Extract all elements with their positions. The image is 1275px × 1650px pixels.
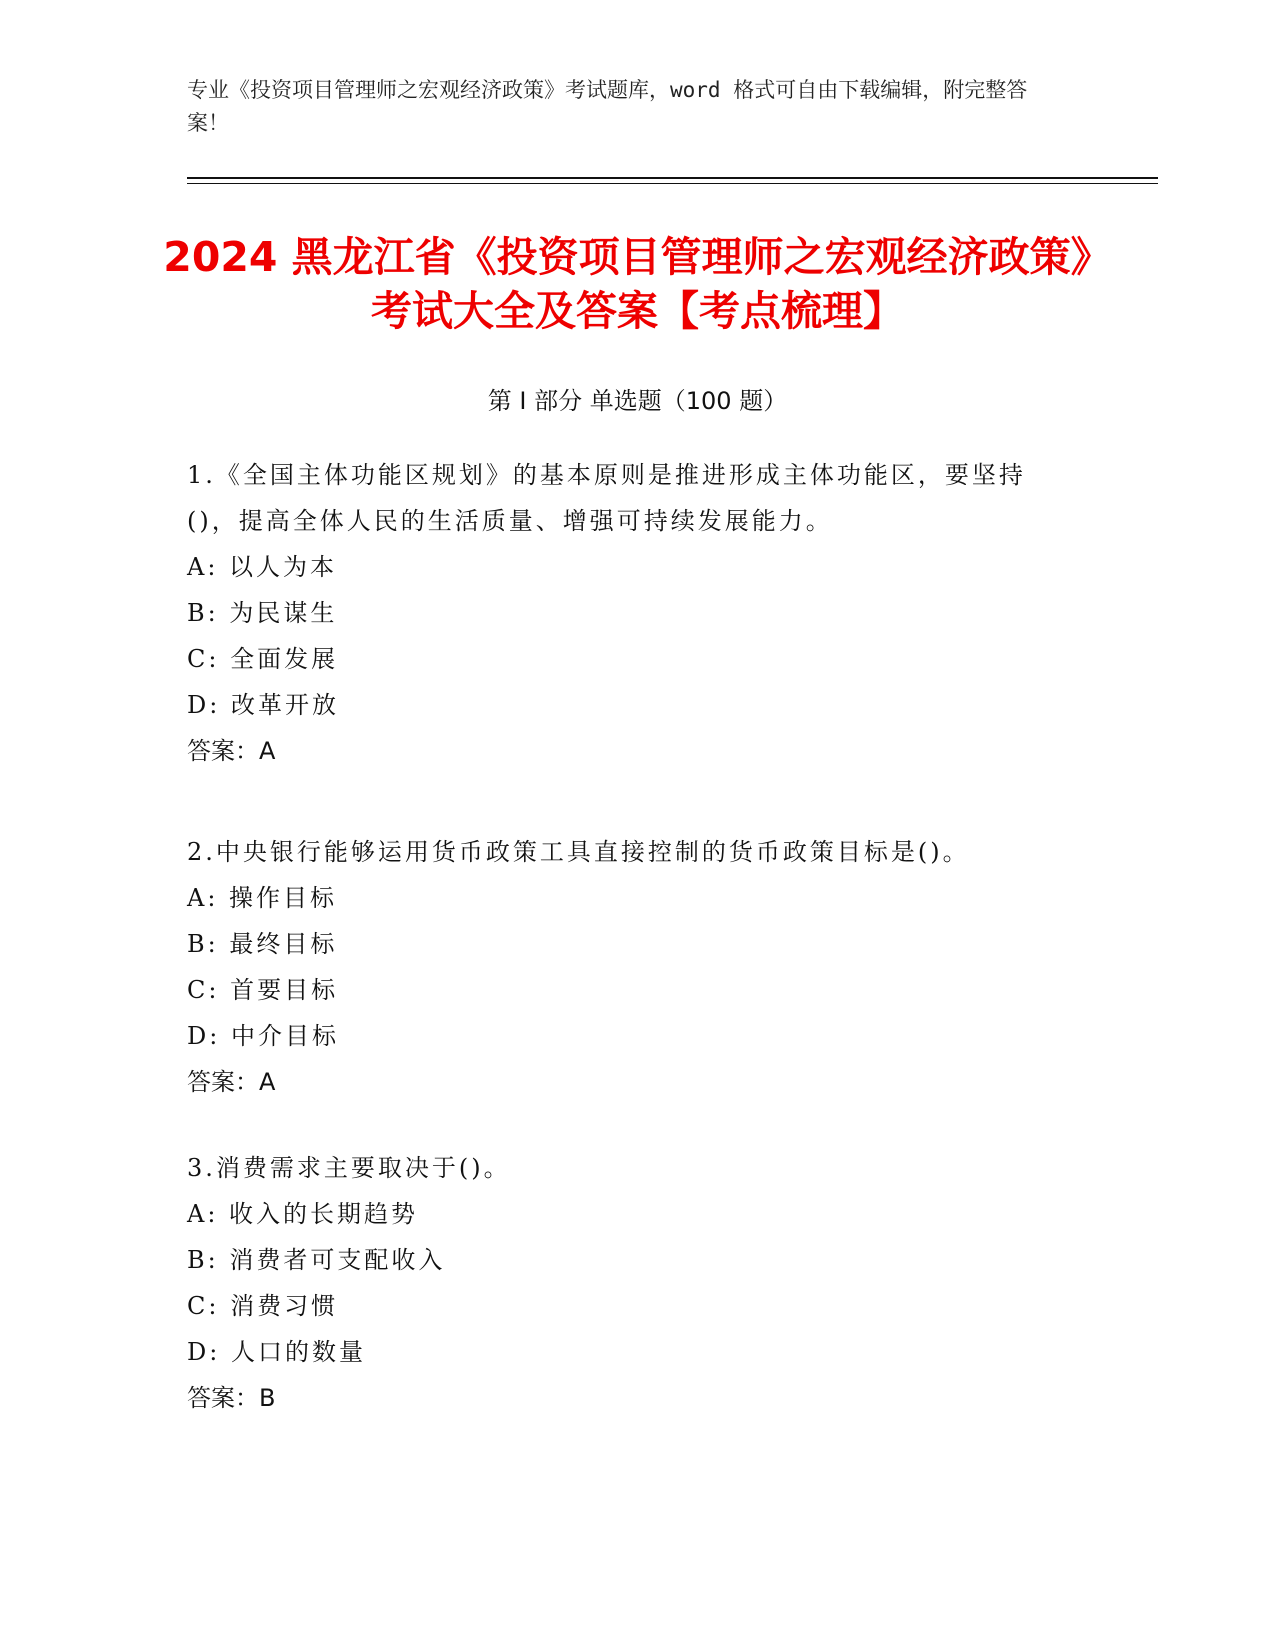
option-a: A: 收入的长期趋势: [187, 1200, 419, 1228]
option-d: D: 改革开放: [187, 691, 339, 719]
answer: 答案：A: [187, 737, 276, 765]
section-heading: 第 I 部分 单选题（100 题）: [487, 387, 788, 415]
option-a: A: 以人为本: [187, 553, 338, 581]
question-3: [187, 1145, 1067, 1421]
answer: 答案：A: [187, 1068, 276, 1096]
question-text: 2.中央银行能够运用货币政策工具直接控制的货币政策目标是()。: [187, 838, 970, 866]
option-d: D: 中介目标: [187, 1022, 339, 1050]
answer: 答案：B: [187, 1384, 276, 1412]
option-b: B: 为民谋生: [187, 599, 338, 627]
header-divider-thick: [187, 177, 1158, 179]
question-1: [187, 452, 1067, 774]
option-b: B: 消费者可支配收入: [187, 1246, 446, 1274]
option-b: B: 最终目标: [187, 930, 338, 958]
document-title: 2024 黑龙江省《投资项目管理师之宏观经济政策》考试大全及答案【考点梳理】: [163, 233, 1112, 335]
question-text: 1.《全国主体功能区规划》的基本原则是推进形成主体功能区，要坚持()，提高全体人民的生活质量、增强可持续发展能力。: [187, 461, 1026, 535]
question-text: 3.消费需求主要取决于()。: [187, 1154, 511, 1182]
header-note: 专业《投资项目管理师之宏观经济政策》考试题库，word 格式可自由下载编辑，附完整答案！: [187, 78, 1028, 135]
option-c: C: 首要目标: [187, 976, 339, 1004]
header-divider-thin: [187, 183, 1158, 184]
option-c: C: 全面发展: [187, 645, 339, 673]
question-2: [187, 829, 1067, 1105]
option-d: D: 人口的数量: [187, 1338, 366, 1366]
option-a: A: 操作目标: [187, 884, 338, 912]
option-c: C: 消费习惯: [187, 1292, 339, 1320]
